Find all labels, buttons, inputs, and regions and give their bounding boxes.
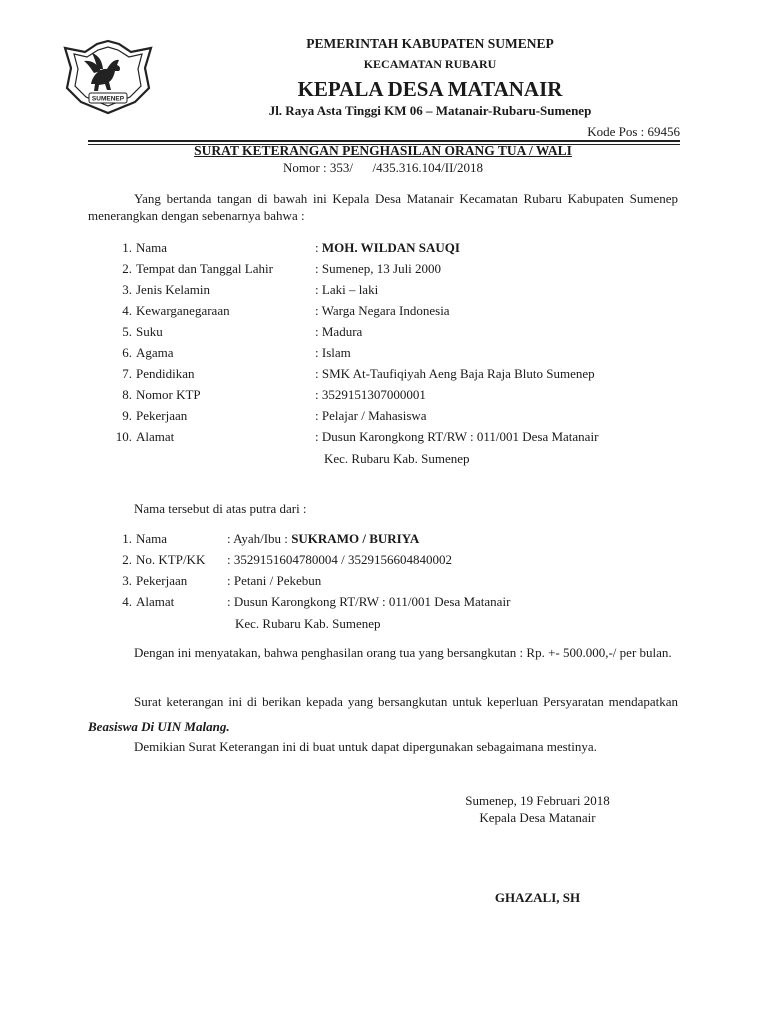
signature-place-date: Sumenep, 19 Februari 2018 <box>465 793 610 808</box>
field-value: : Sumenep, 13 Juli 2000 <box>315 261 442 276</box>
list-number: 4. <box>122 594 132 609</box>
field-value: : 3529151604780004 / 3529156604840002 <box>227 552 452 567</box>
letter-number: Nomor : 353/ /435.316.104/II/2018 <box>282 160 484 175</box>
regency-logo <box>57 38 159 116</box>
field-label: No. KTP/KK <box>136 552 206 567</box>
field-label: Nama <box>136 240 168 255</box>
field-value: : Warga Negara Indonesia <box>315 303 450 318</box>
field-value: : SMK At-Taufiqiyah Aeng Baja Raja Bluto Sumenep <box>315 366 595 381</box>
intro-paragraph: Yang bertanda tangan di bawah ini Kepala Desa Matanair Kecamatan Rubaru Kabupaten Sumenep menerangkan dengan sebenarnya bahwa : <box>88 191 678 223</box>
field-label: Alamat <box>136 594 175 609</box>
field-label: Pekerjaan <box>136 573 188 588</box>
field-value-name: : MOH. WILDAN SAUQI <box>315 240 460 255</box>
list-number: 2. <box>122 552 132 567</box>
field-label: Kewarganegaraan <box>136 303 230 318</box>
field-value-continued: Kec. Rubaru Kab. Sumenep <box>324 451 470 466</box>
field-value: : Islam <box>315 345 351 360</box>
letterhead-district: KECAMATAN RUBARU <box>363 57 497 71</box>
field-value: : Petani / Pekebun <box>227 573 322 588</box>
list-number: 7. <box>122 366 132 381</box>
list-number: 5. <box>122 324 132 339</box>
svg-text:SUMENEP: SUMENEP <box>91 95 125 103</box>
letterhead-office: KEPALA DESA MATANAIR <box>297 77 563 101</box>
header-divider <box>88 140 680 142</box>
signature-position: Kepala Desa Matanair <box>479 810 596 825</box>
purpose-statement: Surat keterangan ini di berikan kepada yang bersangkutan untuk keperluan Persyaratan mendapatkan Beasiswa Di UIN Malang. <box>88 694 678 734</box>
field-value: : 3529151307000001 <box>315 387 426 402</box>
field-value: : Madura <box>315 324 363 339</box>
list-number: 3. <box>122 282 132 297</box>
list-number: 6. <box>122 345 132 360</box>
letterhead-address: Jl. Raya Asta Tinggi KM 06 – Matanair-Rubaru-Sumenep <box>268 103 592 118</box>
field-value: : Dusun Karongkong RT/RW : 011/001 Desa Matanair <box>315 429 599 444</box>
field-label: Alamat <box>136 429 175 444</box>
field-label: Tempat dan Tanggal Lahir <box>136 261 273 276</box>
field-label: Pendidikan <box>136 366 195 381</box>
list-number: 2. <box>122 261 132 276</box>
field-label: Pekerjaan <box>136 408 188 423</box>
letter-title: SURAT KETERANGAN PENGHASILAN ORANG TUA / WALI <box>194 143 572 158</box>
closing-statement: Demikian Surat Keterangan ini di buat untuk dapat dipergunakan sebagaimana mestinya. <box>134 739 597 754</box>
parent-intro: Nama tersebut di atas putra dari : <box>134 501 307 516</box>
field-value-continued: Kec. Rubaru Kab. Sumenep <box>235 616 381 631</box>
list-number: 3. <box>122 573 132 588</box>
letterhead-government: PEMERINTAH KABUPATEN SUMENEP <box>306 36 554 51</box>
list-number: 1. <box>122 240 132 255</box>
list-number: 10. <box>115 429 132 444</box>
field-value: : Pelajar / Mahasiswa <box>315 408 427 423</box>
field-value-parent-name: : Ayah/Ibu : SUKRAMO / BURIYA <box>227 531 420 546</box>
postal-code: Kode Pos : 69456 <box>587 124 680 139</box>
field-label: Jenis Kelamin <box>136 282 211 297</box>
signatory-name: GHAZALI, SH <box>494 890 581 905</box>
field-label: Suku <box>136 324 163 339</box>
list-number: 9. <box>122 408 132 423</box>
field-value: : Dusun Karongkong RT/RW : 011/001 Desa Matanair <box>227 594 511 609</box>
list-number: 4. <box>122 303 132 318</box>
list-number: 1. <box>122 531 132 546</box>
field-label: Nomor KTP <box>136 387 201 402</box>
field-value: : Laki – laki <box>315 282 379 297</box>
list-number: 8. <box>122 387 132 402</box>
field-label: Agama <box>136 345 174 360</box>
income-statement: Dengan ini menyatakan, bahwa penghasilan orang tua yang bersangkutan : Rp. +- 500.000,-/ per bulan. <box>134 645 672 660</box>
field-label: Nama <box>136 531 168 546</box>
